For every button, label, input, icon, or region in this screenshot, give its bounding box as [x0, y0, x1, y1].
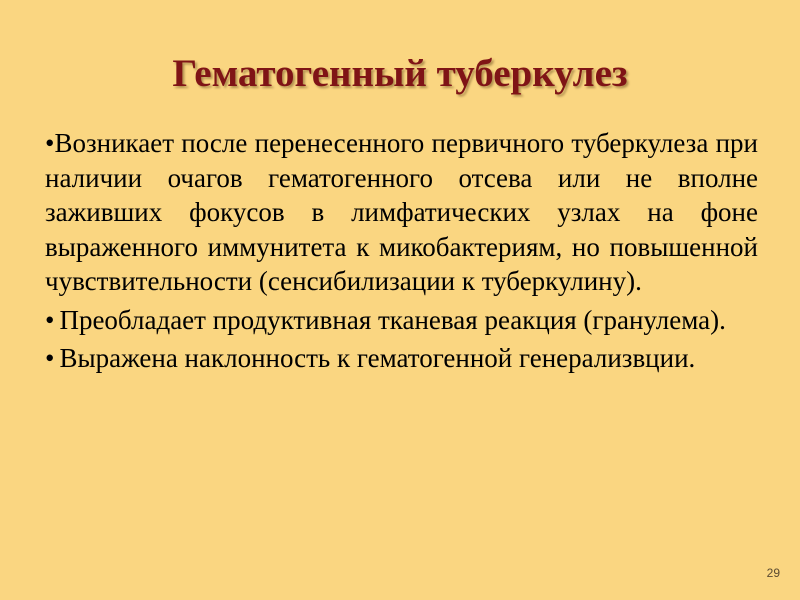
bullet-text-1: Возникает после перенесенного первичного туберкулеза при наличии очагов гематогенного отсева или не вполне заживших фокусов в лимфатических узлах на фоне выраженного иммунитета к микобактериям, но повышенной чувствительности (сенсибилизации к туберкулину). — [45, 128, 758, 296]
bullet-marker: • — [45, 128, 55, 158]
bullet-marker: • — [45, 304, 55, 335]
bullet-text-3: Выражена наклонность к гематогенной генерализвции. — [59, 343, 696, 373]
bullet-text-2: Преобладает продуктивная тканевая реакция (гранулема). — [59, 304, 726, 335]
bullet-list — [45, 126, 758, 380]
slide-title: Гематогенный туберкулез — [172, 52, 628, 95]
bullet-item-2 — [45, 303, 758, 338]
bullet-marker: • — [45, 343, 55, 373]
bullet-item-3 — [45, 341, 758, 376]
page-number: 29 — [766, 566, 780, 580]
bullet-item-1 — [45, 126, 758, 299]
